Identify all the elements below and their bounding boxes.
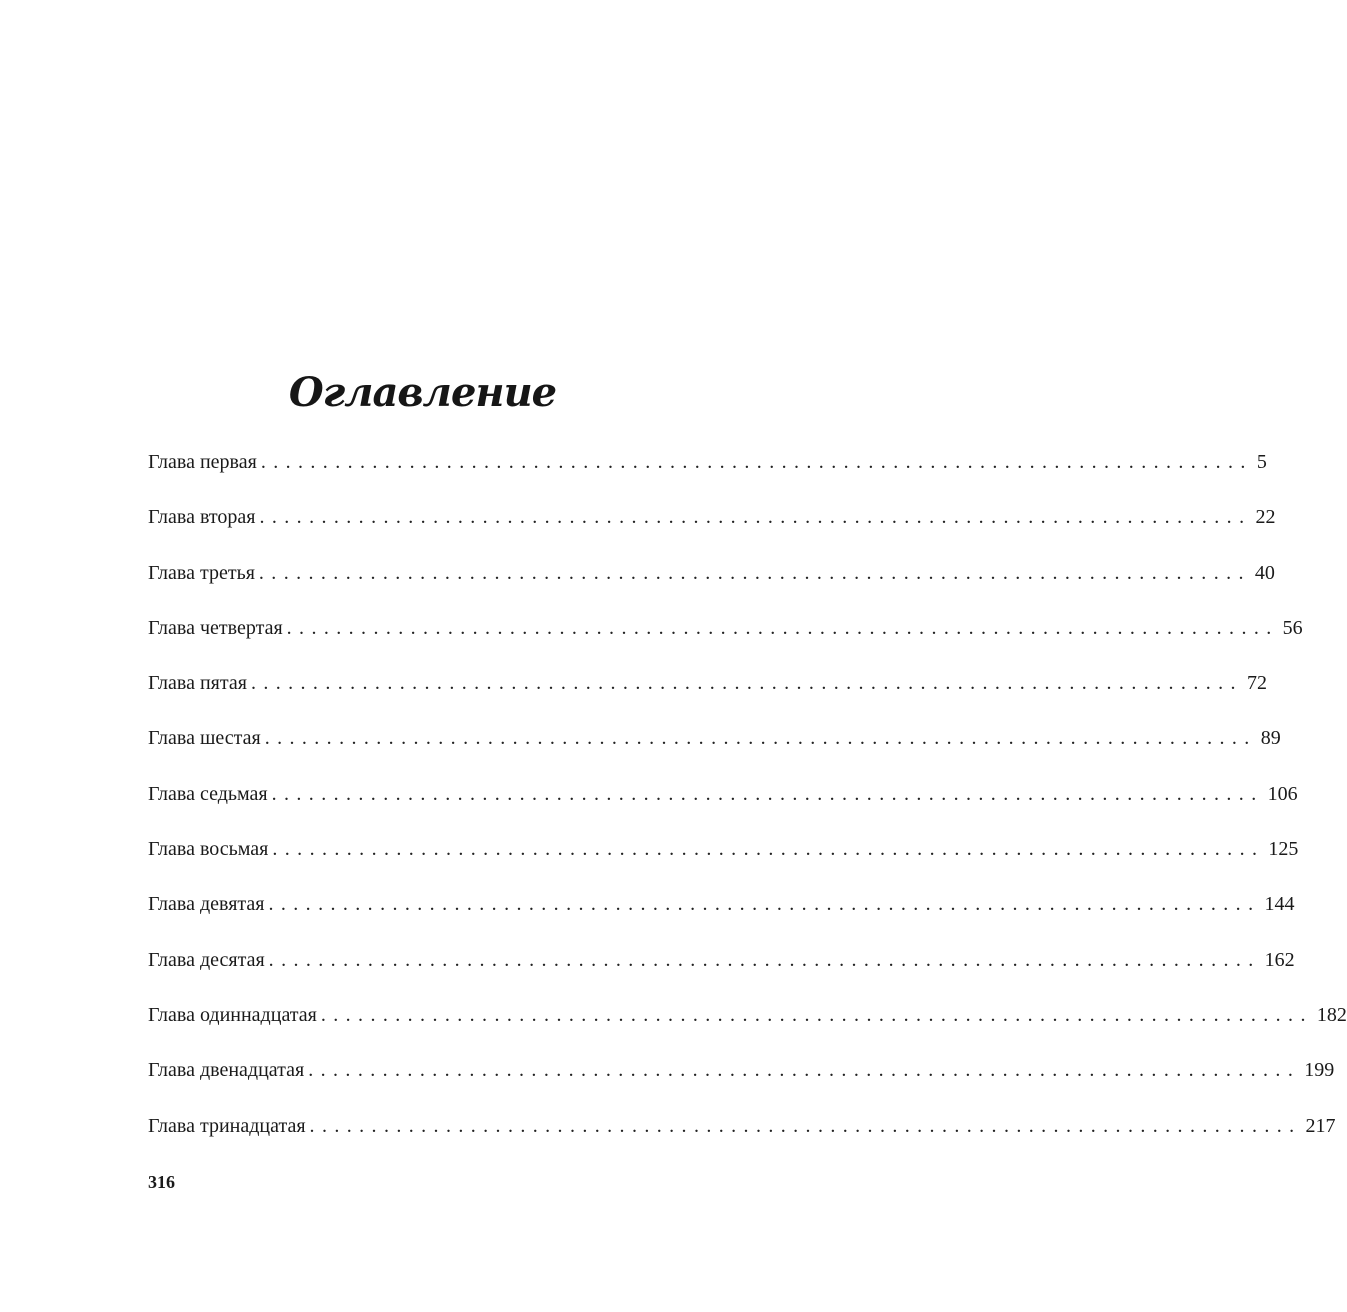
toc-entry bbox=[148, 833, 1299, 888]
toc-entry-label: Глава третья bbox=[148, 561, 255, 584]
toc-entry-page: 199 bbox=[1304, 1059, 1335, 1082]
toc-entry bbox=[148, 999, 1347, 1054]
toc-entry-page: 144 bbox=[1264, 893, 1295, 916]
dot-leader: ................................................................................ bbox=[268, 893, 1261, 916]
toc-entry-page: 22 bbox=[1255, 506, 1276, 529]
toc-entry-page: 89 bbox=[1260, 727, 1281, 750]
dot-leader: ................................................................................ bbox=[308, 1059, 1301, 1082]
toc-entry-label: Глава седьмая bbox=[148, 782, 268, 805]
toc-entry-page: 182 bbox=[1316, 1003, 1347, 1026]
dot-leader: ................................................................................ bbox=[271, 782, 1264, 805]
toc-entry-label: Глава одиннадцатая bbox=[148, 1003, 317, 1026]
toc-entry-page: 217 bbox=[1305, 1114, 1336, 1137]
toc-entry bbox=[148, 501, 1276, 556]
toc-entry bbox=[148, 1110, 1336, 1165]
dot-leader: ................................................................................ bbox=[258, 561, 1251, 584]
dot-leader: ................................................................................ bbox=[268, 948, 1261, 971]
toc-entry-page: 162 bbox=[1264, 948, 1295, 971]
toc-entry-label: Глава девятая bbox=[148, 893, 265, 916]
toc-entry-label: Глава двенадцатая bbox=[148, 1059, 305, 1082]
toc-entry-label: Глава шестая bbox=[148, 727, 261, 750]
toc-entry-page: 106 bbox=[1267, 782, 1298, 805]
dot-leader: ................................................................................ bbox=[264, 727, 1257, 750]
dot-leader: ................................................................................ bbox=[309, 1114, 1302, 1137]
table-of-contents bbox=[148, 446, 1347, 1165]
dot-leader: ................................................................................ bbox=[272, 838, 1265, 861]
toc-entry-page: 125 bbox=[1268, 838, 1299, 861]
toc-entry-label: Глава десятая bbox=[148, 948, 265, 971]
toc-entry bbox=[148, 944, 1295, 999]
toc-entry-page: 5 bbox=[1256, 451, 1267, 473]
toc-entry-page: 72 bbox=[1246, 672, 1267, 695]
toc-title: Оглавление bbox=[288, 368, 557, 416]
toc-entry-label: Глава тринадцатая bbox=[148, 1114, 306, 1137]
dot-leader: ................................................................................ bbox=[260, 451, 1253, 473]
toc-entry bbox=[148, 667, 1267, 722]
dot-leader: ................................................................................ bbox=[286, 616, 1279, 639]
toc-entry-label: Глава вторая bbox=[148, 506, 256, 529]
dot-leader: ................................................................................ bbox=[320, 1003, 1313, 1026]
dot-leader: ................................................................................ bbox=[250, 672, 1243, 695]
toc-entry bbox=[148, 612, 1303, 667]
toc-entry bbox=[148, 722, 1281, 777]
toc-entry bbox=[148, 778, 1298, 833]
toc-entry bbox=[148, 1054, 1335, 1109]
dot-leader: ................................................................................ bbox=[259, 506, 1252, 529]
toc-entry-label: Глава пятая bbox=[148, 672, 247, 695]
toc-entry-page: 56 bbox=[1282, 616, 1303, 639]
toc-entry-label: Глава первая bbox=[148, 451, 257, 473]
toc-entry-label: Глава восьмая bbox=[148, 838, 269, 861]
toc-entry bbox=[148, 888, 1295, 943]
toc-entry-label: Глава четвертая bbox=[148, 616, 283, 639]
toc-entry bbox=[148, 446, 1267, 501]
toc-entry-page: 40 bbox=[1254, 561, 1275, 584]
page-number: 316 bbox=[148, 1172, 175, 1192]
toc-entry bbox=[148, 557, 1275, 612]
